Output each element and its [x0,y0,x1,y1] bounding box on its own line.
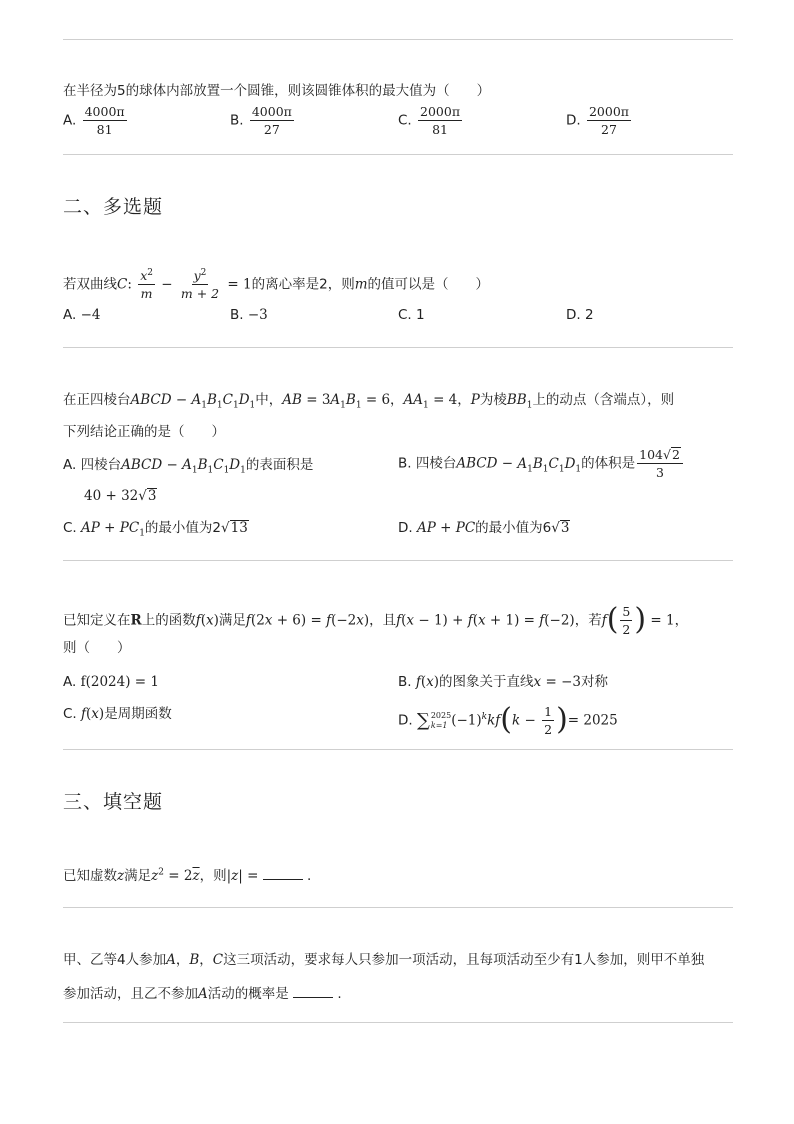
divider [63,39,733,40]
question-4-option-a[interactable]: A. f(2024) = 1 [63,674,159,690]
section-title-fill-in: 三、填空题 [63,791,164,813]
divider [63,347,733,348]
question-5-stem: 已知虚数z满足$z^2 = 2\overline{z}$，则|z| = . [63,867,312,884]
question-1-option-b[interactable]: B. $\frac{4000\pi}{27}$ [230,104,292,137]
question-3-stem-line-1: 在正四棱台ABCD − $A_1B_1C_1D_1$中，AB = $3A_1B_1 = 6$，$AA_1 = 4$，P为棱$BB_1$上的动点（含端点），则 [63,392,675,411]
question-2-option-a[interactable]: A. −4 [63,307,101,323]
question-4-option-c[interactable]: C. f(x)是周期函数 [63,706,172,722]
question-4-option-d[interactable]: D. ∑ 2025 k=1 $(-1)^kkf(k$ − $\frac{1}{2}$ )= 2025 [398,701,618,737]
divider [63,1022,733,1023]
question-1-stem: 在半径为5的球体内部放置一个圆锥，则该圆锥体积的最大值为（ ） [63,83,491,99]
question-2-option-b[interactable]: B. −3 [230,307,268,323]
answer-blank[interactable] [293,985,333,998]
question-3-option-d[interactable]: D. AP + PC的最小值为6√3 [398,520,570,536]
divider [63,907,733,908]
question-1-option-a[interactable]: A. $\frac{4000\pi}{81}$ [63,104,125,137]
section-title-multiple-choice: 二、多选题 [63,196,164,218]
question-3-option-a-value: 40 + 32√3 [84,488,157,504]
question-2-option-d[interactable]: D. 2 [566,307,594,323]
divider [63,154,733,155]
question-3-stem-line-2: 下列结论正确的是（ ） [63,424,225,440]
question-6-stem-line-2: 参加活动，且乙不参加A活动的概率是 . [63,986,342,1002]
divider [63,749,733,750]
question-3-option-c[interactable]: C. AP + $PC_1$的最小值为2√13 [63,520,248,539]
question-3-option-b[interactable]: B. 四棱台ABCD − $A_1B_1C_1D_1$的体积是 $\frac{104√2}{3}$ [398,447,685,480]
question-2-option-c[interactable]: C. 1 [398,307,425,323]
answer-blank[interactable] [263,867,303,880]
question-4-stem-line-1: 已知定义在R上的函数f(x)满足f(2x + 6) = f(−2x)，且f(x − 1) + f(x + 1) = f(−2)，若f( $\frac{5}{2}$ ) = 1， [63,601,689,637]
question-1-option-d[interactable]: D. $\frac{2000\pi}{27}$ [566,104,630,137]
question-3-option-a[interactable]: A. 四棱台ABCD − $A_1B_1C_1D_1$的表面积是 [63,457,314,476]
question-4-stem-line-2: 则（ ） [63,640,131,656]
question-2-stem: 若双曲线C: $\frac{x^2}{m}$ − $\frac{y^2}{m + 2}$ = 1的离心率是2，则m的值可以是（ ） [63,267,490,301]
question-4-option-b[interactable]: B. f(x)的图象关于直线x = −3对称 [398,674,608,690]
divider [63,560,733,561]
question-6-stem-line-1: 甲、乙等4人参加A，B，C这三项活动，要求每人只参加一项活动，且每项活动至少有1人参加，则甲不单独 [63,952,705,968]
question-1-option-c[interactable]: C. $\frac{2000\pi}{81}$ [398,104,461,137]
